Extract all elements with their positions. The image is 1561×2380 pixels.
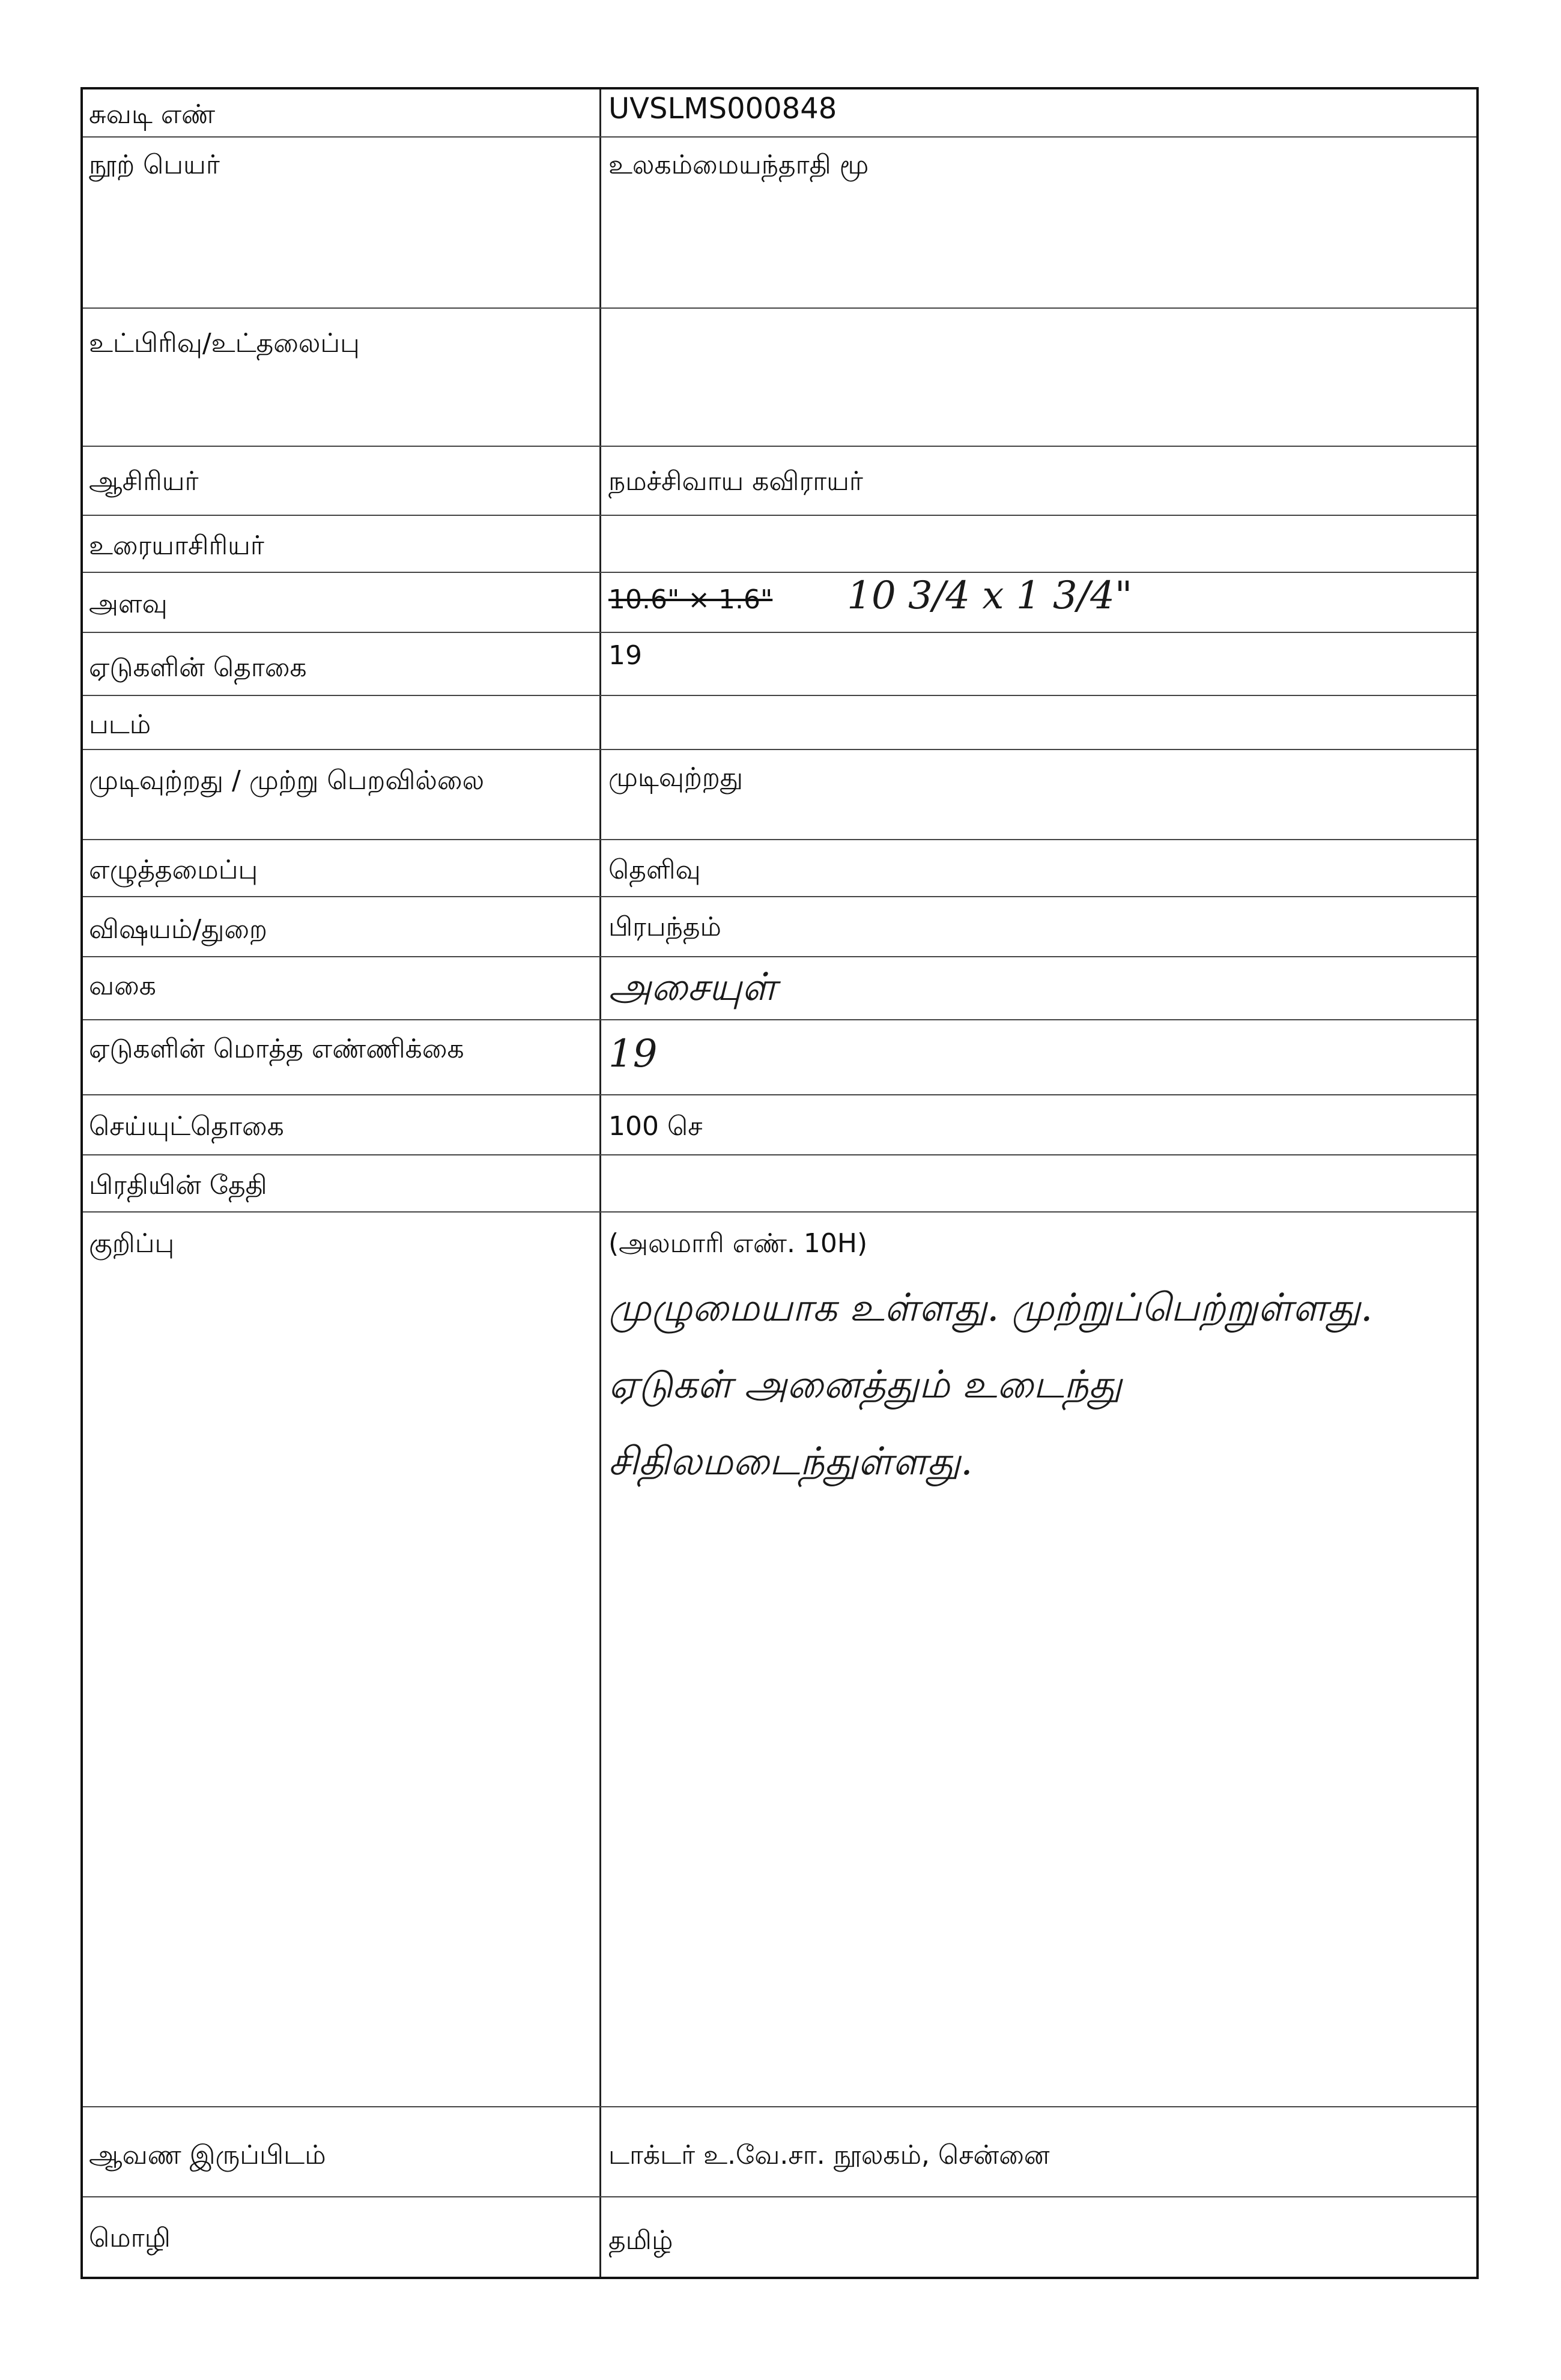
- row-author: [83, 447, 1476, 516]
- value-size-handwritten: 10 3/4 x 1 3/4": [847, 574, 1133, 618]
- label-subject: விஷயம்/துறை: [89, 914, 267, 945]
- row-manuscript-number: [83, 89, 1476, 138]
- label-leaf-count: ஏடுகளின் தொகை: [89, 652, 307, 683]
- value-archive-location: டாக்டர் உ.வே.சா. நூலகம், சென்னை: [608, 2140, 1050, 2170]
- label-archive-location: ஆவண இருப்பிடம்: [89, 2140, 326, 2170]
- value-notes-handwritten: முழுமையாக உள்ளது. முற்றுப்பெற்றுள்ளது. ஏடுகள் அனைத்தும் உடைந்து சிதிலமடைந்துள்ளது.: [608, 1286, 1373, 1484]
- value-book-title: உலகம்மையந்தாதி மூ: [608, 150, 869, 180]
- row-book-title: [83, 138, 1476, 309]
- row-picture: [83, 696, 1476, 750]
- value-leaf-count: 19: [608, 640, 642, 671]
- value-author: நமச்சிவாய கவிராயர்: [608, 466, 863, 497]
- label-language: மொழி: [89, 2223, 171, 2253]
- row-leaf-count: [83, 633, 1476, 696]
- value-verse-count: 100 செ: [608, 1111, 703, 1142]
- row-archive-location: [83, 2107, 1476, 2197]
- label-verse-count: செய்யுட்தொகை: [89, 1111, 284, 1142]
- row-commentator: [83, 516, 1476, 573]
- value-script-style: தெளிவு: [608, 855, 701, 885]
- value-completion: முடிவுற்றது: [608, 762, 744, 793]
- label-author: ஆசிரியர்: [89, 466, 199, 497]
- label-subsection: உட்பிரிவு/உட்தலைப்பு: [89, 328, 360, 359]
- label-completion: முடிவுற்றது / முற்று பெறவில்லை: [89, 765, 485, 796]
- row-language: [83, 2197, 1476, 2277]
- value-size: [608, 574, 1464, 618]
- label-notes: குறிப்பு: [89, 1228, 175, 1259]
- row-total-leaves: [83, 1020, 1476, 1095]
- row-category: [83, 957, 1476, 1020]
- value-subject: பிரபந்தம்: [608, 912, 721, 942]
- label-commentator: உரையாசிரியர்: [89, 530, 264, 561]
- label-book-title: நூற் பெயர்: [89, 150, 220, 180]
- row-size: [83, 573, 1476, 633]
- label-manuscript-number: சுவடி எண்: [89, 99, 216, 130]
- label-script-style: எழுத்தமைப்பு: [89, 855, 258, 885]
- label-picture: படம்: [89, 709, 151, 740]
- label-category: வகை: [89, 970, 156, 1001]
- label-total-leaves: ஏடுகளின் மொத்த எண்ணிக்கை: [89, 1034, 464, 1064]
- label-size: அளவு: [89, 589, 168, 619]
- row-completion: [83, 750, 1476, 840]
- metadata-form: [80, 87, 1479, 2279]
- row-subsection: [83, 309, 1476, 447]
- value-size-printed: 10.6" × 1.6": [608, 584, 773, 615]
- row-notes: [83, 1213, 1476, 2107]
- value-language: தமிழ்: [608, 2225, 673, 2256]
- row-subject: [83, 897, 1476, 957]
- value-total-leaves-handwritten: 19: [608, 1032, 658, 1076]
- label-copy-date: பிரதியின் தேதி: [89, 1170, 267, 1201]
- row-verse-count: [83, 1095, 1476, 1155]
- value-notes-printed: (அலமாரி எண். 10H): [608, 1228, 868, 1259]
- row-copy-date: [83, 1155, 1476, 1213]
- row-script-style: [83, 840, 1476, 897]
- value-manuscript-number: UVSLMS000848: [608, 92, 837, 126]
- value-category-handwritten: அசையுள்: [608, 965, 777, 1010]
